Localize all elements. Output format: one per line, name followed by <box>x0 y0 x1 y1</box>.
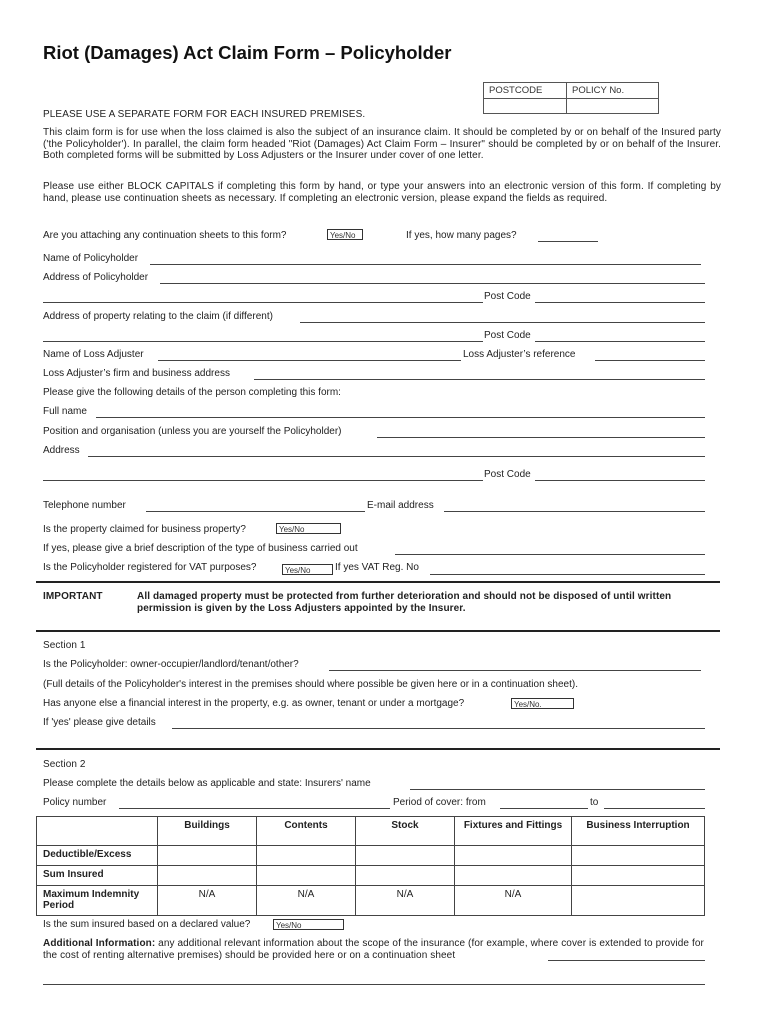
property-address-field[interactable] <box>300 322 705 323</box>
table-cell[interactable] <box>356 866 455 886</box>
property-postcode-field[interactable] <box>535 341 705 342</box>
post-code-label: Post Code <box>484 291 531 302</box>
vat-reg-label: If yes VAT Reg. No <box>335 562 419 573</box>
business-property-question: Is the property claimed for business property? <box>43 524 246 535</box>
position-org-field[interactable] <box>377 437 705 438</box>
column-header: Contents <box>257 817 356 846</box>
table-cell: N/A <box>356 886 455 916</box>
additional-info-line-2[interactable] <box>43 984 705 985</box>
policyholder-address-label: Address of Policyholder <box>43 272 149 283</box>
interest-note: (Full details of the Policyholder's interest in the premises should where possible be given here or in a continuation sheet). <box>43 679 578 690</box>
table-cell[interactable] <box>572 846 705 866</box>
loss-adjuster-name-label: Name of Loss Adjuster <box>43 349 144 360</box>
full-name-field[interactable] <box>96 417 705 418</box>
details-if-yes-field[interactable] <box>172 728 705 729</box>
details-if-yes-label: If 'yes' please give details <box>43 717 156 728</box>
additional-info <box>43 938 707 961</box>
post-code-label: Post Code <box>484 469 531 480</box>
additional-info-text: any additional relevant information about the scope of the insurance (for example, where cover is extended to provide for the cost of renting alternative premises) should be provided here or on a continuation sheet <box>43 938 704 961</box>
policy-no-field[interactable] <box>567 99 659 114</box>
table-row <box>37 846 705 866</box>
property-address-label: Address of property relating to the claim (if different) <box>43 311 273 322</box>
position-org-label: Position and organisation (unless you are yourself the Policyholder) <box>43 426 342 437</box>
table-cell[interactable] <box>158 846 257 866</box>
period-to-field[interactable] <box>604 808 705 809</box>
vat-question: Is the Policyholder registered for VAT purposes? <box>43 562 257 573</box>
loss-adjuster-ref-label: Loss Adjuster’s reference <box>463 349 576 360</box>
table-cell[interactable] <box>257 846 356 866</box>
financial-interest-yes-no-field[interactable]: Yes/No. <box>511 698 574 709</box>
insurers-name-field[interactable] <box>410 789 705 790</box>
divider <box>36 748 720 750</box>
policy-no-header: POLICY No. <box>567 83 659 99</box>
table-corner-cell <box>37 817 158 846</box>
policy-number-field[interactable] <box>119 808 390 809</box>
row-label: Sum Insured <box>37 866 158 886</box>
row-label: Deductible/Excess <box>37 846 158 866</box>
business-description-label: If yes, please give a brief description of the type of business carried out <box>43 543 358 554</box>
table-row <box>37 886 705 916</box>
loss-adjuster-name-field[interactable] <box>158 360 461 361</box>
divider <box>36 581 720 583</box>
table-cell[interactable] <box>572 866 705 886</box>
owner-field[interactable] <box>329 670 701 671</box>
table-cell: N/A <box>257 886 356 916</box>
insurers-name-label: Please complete the details below as applicable and state: Insurers' name <box>43 778 371 789</box>
person-details-heading: Please give the following details of the person completing this form: <box>43 387 341 398</box>
continuation-yes-no-field[interactable]: Yes/No <box>327 229 363 240</box>
policyholder-name-field[interactable] <box>150 264 701 265</box>
period-from-field[interactable] <box>500 808 588 809</box>
row-label: Maximum Indemnity Period <box>37 886 158 916</box>
intro-paragraph-1: This claim form is for use when the loss claimed is also the subject of an insurance claim. It should be completed by or on behalf of the Insured party ('the Policyholder'). In parallel, the claim form headed "Riot (Damages) Act Claim Form – Insurer" should be completed by or on behalf of the Insurer. Both completed forms will be submitted by Loss Adjusters or the Insurer under cover of one letter. <box>43 127 721 161</box>
additional-info-field[interactable] <box>548 960 705 961</box>
vat-reg-field[interactable] <box>430 574 705 575</box>
column-header: Buildings <box>158 817 257 846</box>
table-cell: N/A <box>158 886 257 916</box>
address-label: Address <box>43 445 80 456</box>
telephone-label: Telephone number <box>43 500 126 511</box>
postcode-policy-table <box>483 82 659 114</box>
table-header-row <box>37 817 705 846</box>
column-header: Fixtures and Fittings <box>455 817 572 846</box>
column-header: Business Interruption <box>572 817 705 846</box>
how-many-pages-label: If yes, how many pages? <box>406 230 517 241</box>
column-header: Stock <box>356 817 455 846</box>
property-address-line-2[interactable] <box>43 341 483 342</box>
page-title: Riot (Damages) Act Claim Form – Policyholder <box>43 42 452 63</box>
financial-interest-question: Has anyone else a financial interest in the property, e.g. as owner, tenant or under a mortgage? <box>43 698 465 709</box>
table-cell[interactable] <box>257 866 356 886</box>
table-cell[interactable] <box>356 846 455 866</box>
cover-table <box>36 816 705 916</box>
email-label: E-mail address <box>367 500 434 511</box>
business-property-yes-no-field[interactable]: Yes/No <box>276 523 341 534</box>
period-to-label: to <box>590 797 599 808</box>
table-cell[interactable] <box>572 886 705 916</box>
period-from-label: Period of cover: from <box>393 797 486 808</box>
owner-question: Is the Policyholder: owner-occupier/landlord/tenant/other? <box>43 659 299 670</box>
policyholder-address-field[interactable] <box>160 283 705 284</box>
telephone-field[interactable] <box>146 511 365 512</box>
continuation-question: Are you attaching any continuation sheets to this form? <box>43 230 287 241</box>
divider <box>36 630 720 632</box>
policyholder-address-line-2[interactable] <box>43 302 483 303</box>
email-field[interactable] <box>444 511 705 512</box>
address-line-2[interactable] <box>43 480 483 481</box>
postcode-header: POSTCODE <box>484 83 567 99</box>
full-name-label: Full name <box>43 406 87 417</box>
policyholder-name-label: Name of Policyholder <box>43 253 139 264</box>
policy-number-label: Policy number <box>43 797 107 808</box>
address-postcode-field[interactable] <box>535 480 705 481</box>
loss-adjuster-firm-label: Loss Adjuster’s firm and business address <box>43 368 230 379</box>
section-2-heading: Section 2 <box>43 759 86 770</box>
table-cell[interactable] <box>158 866 257 886</box>
post-code-label: Post Code <box>484 330 531 341</box>
loss-adjuster-firm-field[interactable] <box>254 379 705 380</box>
important-label: IMPORTANT <box>43 591 103 602</box>
table-cell[interactable] <box>455 866 572 886</box>
declared-value-question: Is the sum insured based on a declared value? <box>43 919 251 930</box>
declared-value-yes-no-field[interactable]: Yes/No <box>273 919 344 930</box>
policyholder-postcode-field[interactable] <box>535 302 705 303</box>
table-cell: N/A <box>455 886 572 916</box>
vat-yes-no-field[interactable]: Yes/No <box>282 564 333 575</box>
business-description-field[interactable] <box>395 554 705 555</box>
separate-form-note: PLEASE USE A SEPARATE FORM FOR EACH INSURED PREMISES. <box>43 109 366 120</box>
additional-info-label: Additional Information: <box>43 938 156 949</box>
table-cell[interactable] <box>455 846 572 866</box>
intro-paragraph-2: Please use either BLOCK CAPITALS if completing this form by hand, or type your answers into an electronic version of this form. If completing by hand, please use continuation sheets as necessary. If completing an electronic version, please expand the fields as required. <box>43 181 721 204</box>
loss-adjuster-ref-field[interactable] <box>595 360 705 361</box>
section-1-heading: Section 1 <box>43 640 86 651</box>
postcode-field[interactable] <box>484 99 567 114</box>
table-row <box>37 866 705 886</box>
address-field[interactable] <box>88 456 705 457</box>
important-text: All damaged property must be protected from further deterioration and should not be disposed of until written permission is given by the Loss Adjusters appointed by the Insurer. <box>137 591 672 614</box>
pages-count-field[interactable] <box>538 241 598 242</box>
